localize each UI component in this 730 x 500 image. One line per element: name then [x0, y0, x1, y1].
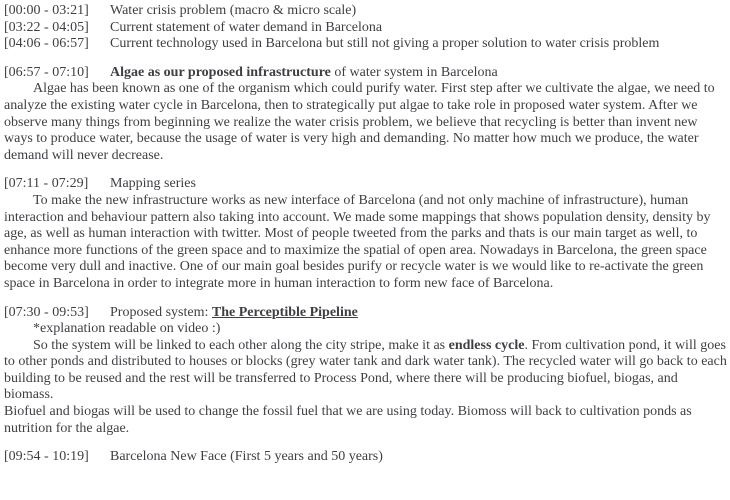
timestamp: [03:22 - 04:05]	[4, 19, 89, 35]
section-mapping	[4, 176, 728, 292]
timestamp-final	[4, 449, 728, 466]
paragraph: Biofuel and biogas will be used to change the fossil fuel that we are using today. Biomoss will back to cultivation ponds as nutrition for the algae.	[4, 404, 692, 436]
section-title-name: The Perceptible Pipeline	[211, 304, 358, 320]
section-header	[4, 305, 728, 322]
paragraph	[4, 338, 728, 404]
section-title-prefix: Proposed system:	[110, 304, 212, 320]
timestamp-entry	[4, 36, 728, 53]
section-title	[110, 305, 358, 320]
timestamp-list	[4, 3, 728, 53]
section-algae	[4, 65, 728, 165]
timestamp: [04:06 - 06:57]	[4, 36, 89, 52]
timestamp-entry	[4, 449, 728, 466]
section-proposed-system	[4, 305, 728, 438]
timestamp: [06:57 - 07:10]	[4, 64, 89, 80]
section-title	[110, 65, 498, 80]
section-title-bold: Algae as our proposed infrastructure	[110, 64, 331, 80]
paragraph-text: So the system will be linked to each other along the city stripe, make it as	[33, 337, 449, 353]
entry-text: Barcelona New Face (First 5 years and 50 years)	[110, 449, 383, 465]
section-title: Mapping series	[110, 176, 196, 192]
timestamp: [07:11 - 07:29]	[4, 176, 89, 192]
timestamp: [07:30 - 09:53]	[4, 304, 89, 320]
section-header	[4, 176, 728, 193]
timestamp-entry	[4, 20, 728, 37]
timestamp-entry	[4, 3, 728, 20]
timestamp: [00:00 - 03:21]	[4, 3, 89, 18]
video-note: *explanation readable on video :)	[33, 321, 221, 337]
timestamp: [09:54 - 10:19]	[4, 449, 89, 465]
paragraph: Algae has been known as one of the organism which could purify water. First step after we cultivate the algae, we need to analyze the existing water cycle in Barcelona, then to strategically put algae to take role in proposed water system. After we observe many things from beginning we realize the water crisis problem, we believe that recycling is better than invent new ways to produce water, because the usage of water is very high and demanding. No matter how much we produce, the water demand will never decrease.	[4, 81, 715, 163]
section-header	[4, 65, 728, 82]
entry-text: Current statement of water demand in Barcelona	[110, 19, 383, 35]
paragraph: To make the new infrastructure works as new interface of Barcelona (and not only machine of infrastructure), human interaction and behaviour pattern also taking into account. We made some mappings that shows population density, density by age, as well as human interaction with twitter. Most of people tweeted from the parks and thats is our main target as well, to enhance more functions of the green space and to maximize the spatial of open area. Nowadays in Barcelona, the green space become very dull and inactive. One of our main goal besides purify or recycle water is we would like to re-activate the green space in Barcelona in order to integrate more in human interaction to form new face of Barcelona.	[4, 192, 711, 291]
entry-text: Current technology used in Barcelona but still not giving a proper solution to water crisis problem	[110, 36, 660, 52]
paragraph-text: . From cultivation pond, it will goes to other ponds and distributed to houses or blocks (grey water tank and dark water tank). The recycled water will go back to each building to be reused and the rest will be transferred to Process Pond, where there will be producing biofuel, biogas, and biomass.	[4, 337, 727, 403]
section-title-rest: of water system in Barcelona	[330, 64, 498, 80]
paragraph-bold: endless cycle	[448, 337, 525, 353]
entry-text: Water crisis problem (macro & micro scale)	[110, 3, 357, 18]
